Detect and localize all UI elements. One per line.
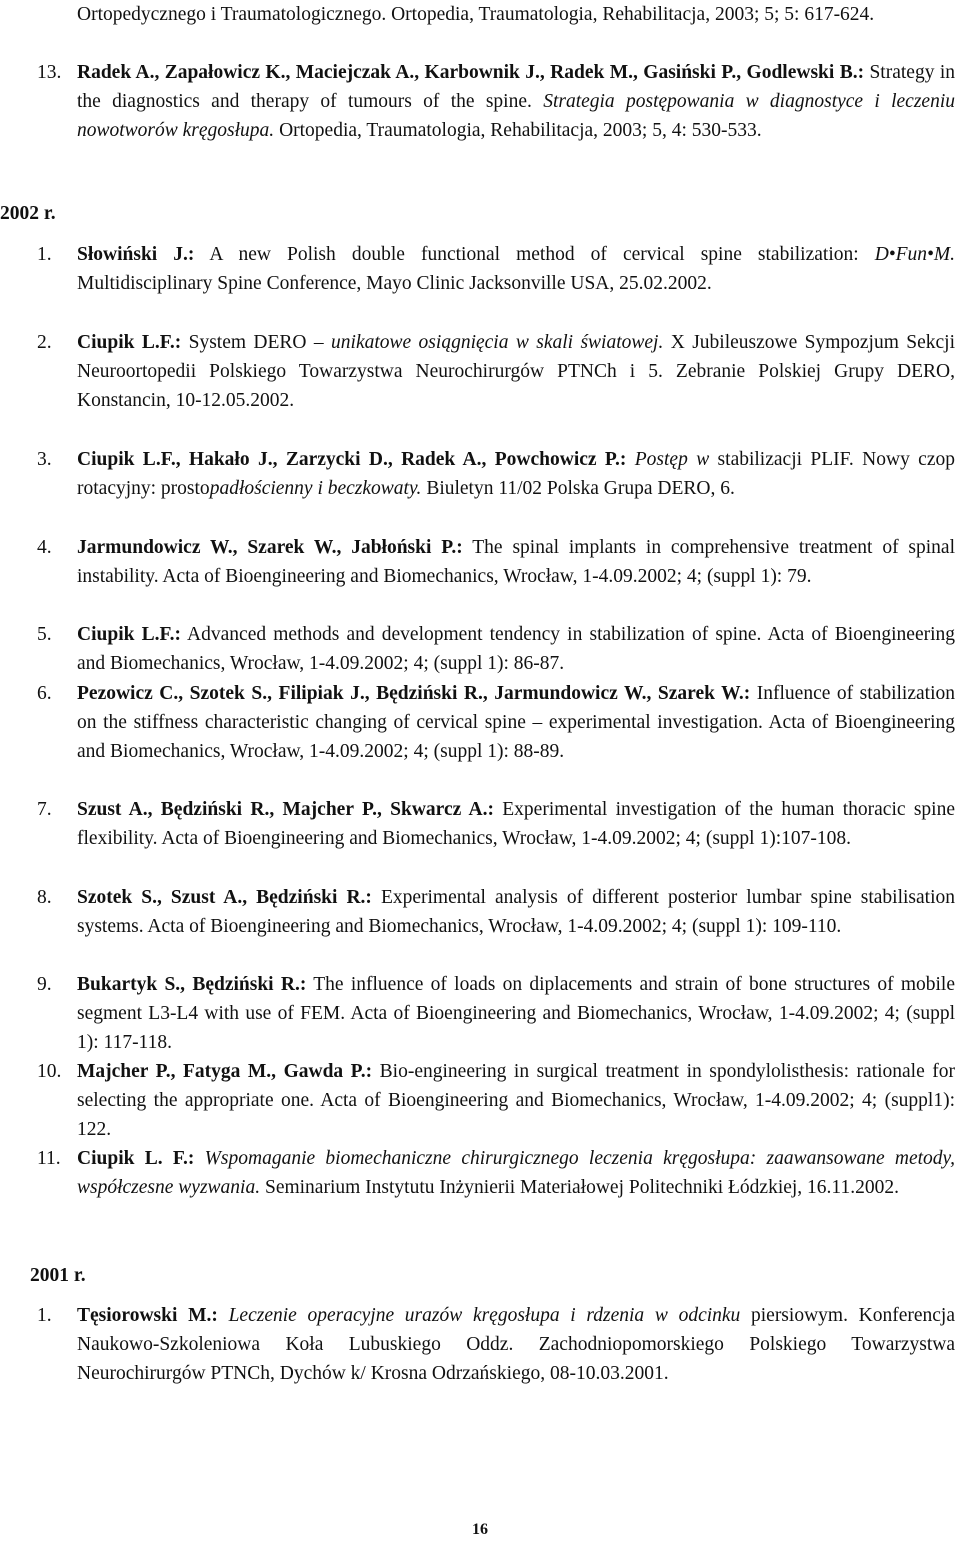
reference-2002-7 <box>37 795 955 853</box>
reference-number: 6. <box>37 683 52 704</box>
reference-text <box>626 449 634 470</box>
page-number: 16 <box>472 1521 488 1538</box>
reference-authors: Ciupik L.F.: <box>77 624 181 645</box>
reference-authors: Bukartyk S., Będziński R.: <box>77 974 307 995</box>
reference-continuation-text: Ortopedycznego i Traumatologicznego. Ortopedia, Traumatologia, Rehabilitacja, 2003; 5; 5: 617-624. <box>77 4 875 25</box>
reference-italic-text: padłościenny i beczkowaty. <box>209 478 422 500</box>
reference-authors: Majcher P., Fatyga M., Gawda P.: <box>77 1061 373 1082</box>
reference-2002-8 <box>37 883 955 941</box>
reference-2002-10 <box>37 1057 955 1145</box>
reference-text: The spinal implants in comprehensive treatment of spinal instability. Acta of Bioengineering and Biomechanics, Wrocław, 1-4.09.2002; 4; (suppl 1): 79. <box>77 537 955 588</box>
reference-text <box>218 1305 229 1326</box>
reference-italic-text: Wspomaganie biomechaniczne chirurgicznego leczenia kręgosłupa: zaawansowane metody, współczesne wyzwania. <box>77 1148 956 1199</box>
reference-number: 2. <box>37 332 52 353</box>
reference-title-en: Strategy in the diagnostics and therapy of tumours of the spine. <box>77 62 956 113</box>
reference-title-pl: Strategia postępowania w diagnostyce i leczeniu nowotworów kręgosłupa. <box>77 91 955 142</box>
reference-authors: Ciupik L.F., Hakało J., Zarzycki D., Radek A., Powchowicz P.: <box>77 449 627 470</box>
reference-number: 5. <box>37 624 52 645</box>
reference-2002-6 <box>37 679 955 767</box>
reference-number: 7. <box>37 799 52 820</box>
reference-authors: Pezowicz C., Szotek S., Filipiak J., Będziński R., Jarmundowicz W., Szarek W.: <box>77 683 751 704</box>
reference-number: 1. <box>37 244 52 265</box>
reference-text: Seminarium Instytutu Inżynierii Materiałowej Politechniki Łódzkiej, 16.11.2002. <box>260 1177 899 1199</box>
reference-italic-text: Leczenie operacyjne urazów kręgosłupa i rdzenia w odcinku <box>228 1305 741 1326</box>
reference-italic-text: Postęp w <box>634 449 710 470</box>
reference-number: 1. <box>37 1305 52 1326</box>
reference-2002-3 <box>37 445 955 503</box>
reference-2002-9 <box>37 970 955 1058</box>
reference-text <box>194 1148 204 1169</box>
reference-number: 4. <box>37 537 52 558</box>
reference-authors: Słowiński J.: <box>77 244 195 265</box>
reference-text: The influence of loads on diplacements and strain of bone structures of mobile segment L3-L4 with use of FEM. Acta of Bioengineering and Biomechanics, Wrocław, 1-4.09.2002; 4; (suppl 1): 117-118. <box>77 974 955 1054</box>
reference-authors: Szotek S., Szust A., Będziński R.: <box>77 887 372 908</box>
reference-text: Biuletyn 11/02 Polska Grupa DERO, 6. <box>421 478 735 500</box>
reference-number: 8. <box>37 887 52 908</box>
reference-2002-11 <box>37 1144 956 1202</box>
reference-italic-text: D•Fun•M. <box>874 244 955 265</box>
reference-2002-1 <box>37 240 955 298</box>
reference-authors: Tęsiorowski M.: <box>77 1305 218 1326</box>
reference-text: Advanced methods and development tendency in stabilization of spine. Acta of Bioengineering and Biomechanics, Wrocław, 1-4.09.2002; 4; (suppl 1): 86-87. <box>77 624 956 675</box>
reference-authors: Ciupik L. F.: <box>77 1148 195 1169</box>
reference-text: System DERO <box>181 332 314 353</box>
year-heading-2001: 2001 r. <box>30 1265 86 1286</box>
reference-12-continuation <box>77 0 955 29</box>
reference-authors: Szust A., Będziński R., Majcher P., Skwarcz A.: <box>77 799 494 820</box>
reference-2001-1 <box>37 1301 955 1389</box>
reference-authors: Ciupik L.F.: <box>77 332 182 353</box>
reference-text: stabilizacji PLIF. Nowy czop rotacyjny: prosto <box>77 449 955 500</box>
reference-text: Experimental analysis of different posterior lumbar spine stabilisation systems. Acta of Bioengineering and Biomechanics, Wrocław, 1-4.09.2002; 4; (suppl 1): 109-110. <box>77 887 955 938</box>
reference-text: Experimental investigation of the human thoracic spine flexibility. Acta of Bioengineering and Biomechanics, Wrocław, 1-4.09.2002; 4; (suppl 1):107-108. <box>77 799 955 850</box>
reference-text: Multidisciplinary Spine Conference, Mayo Clinic Jacksonville USA, 25.02.2002. <box>77 273 712 295</box>
reference-text: X Jubileuszowe Sympozjum Sekcji Neuroortopedii Polskiego Towarzystwa Neurochirurgów PTNCh i 5. Zebranie Polskiej Grupy DERO, Konstancin, 10-12.05.2002. <box>77 332 956 412</box>
reference-text: Influence of stabilization on the stiffness characteristic changing of cervical spine – experimental investigation. Acta of Bioengineering and Biomechanics, Wrocław, 1-4.09.2002; 4; (suppl 1): 88-89. <box>77 683 955 763</box>
reference-13 <box>37 58 956 146</box>
reference-text: A new Polish double functional method of cervical spine stabilization: <box>194 244 875 265</box>
reference-authors: Radek A., Zapałowicz K., Maciejczak A., Karbownik J., Radek M., Gasiński P., Godlewski B.: <box>77 62 865 83</box>
reference-text: Bio-engineering in surgical treatment in spondylolisthesis: rationale for selecting the appropriate one. Acta of Bioengineering and Biomechanics, Wrocław, 1-4.09.2002; 4; (suppl1): 122. <box>77 1061 955 1141</box>
reference-number: 11. <box>37 1148 61 1169</box>
year-heading-2002: 2002 r. <box>0 203 56 224</box>
reference-text: piersiowym. Konferencja Naukowo-Szkoleniowa Koła Lubuskiego Oddz. Zachodniopomorskiego Polskiego Towarzystwa Neurochirurgów PTNCh, Dychów k/ Krosna Odrzańskiego, 08-10.03.2001. <box>77 1305 955 1385</box>
reference-number: 9. <box>37 974 52 995</box>
reference-number: 3. <box>37 449 52 470</box>
reference-source: Ortopedia, Traumatologia, Rehabilitacja, 2003; 5, 4: 530-533. <box>274 120 762 142</box>
reference-number: 10. <box>37 1061 62 1082</box>
reference-2002-5 <box>37 620 956 678</box>
reference-2002-4 <box>37 533 955 591</box>
reference-authors: Jarmundowicz W., Szarek W., Jabłoński P.: <box>77 537 463 558</box>
reference-2002-2 <box>37 328 956 416</box>
reference-number: 13. <box>37 62 62 83</box>
reference-italic-text: – unikatowe osiągnięcia w skali światowej. <box>313 332 664 353</box>
